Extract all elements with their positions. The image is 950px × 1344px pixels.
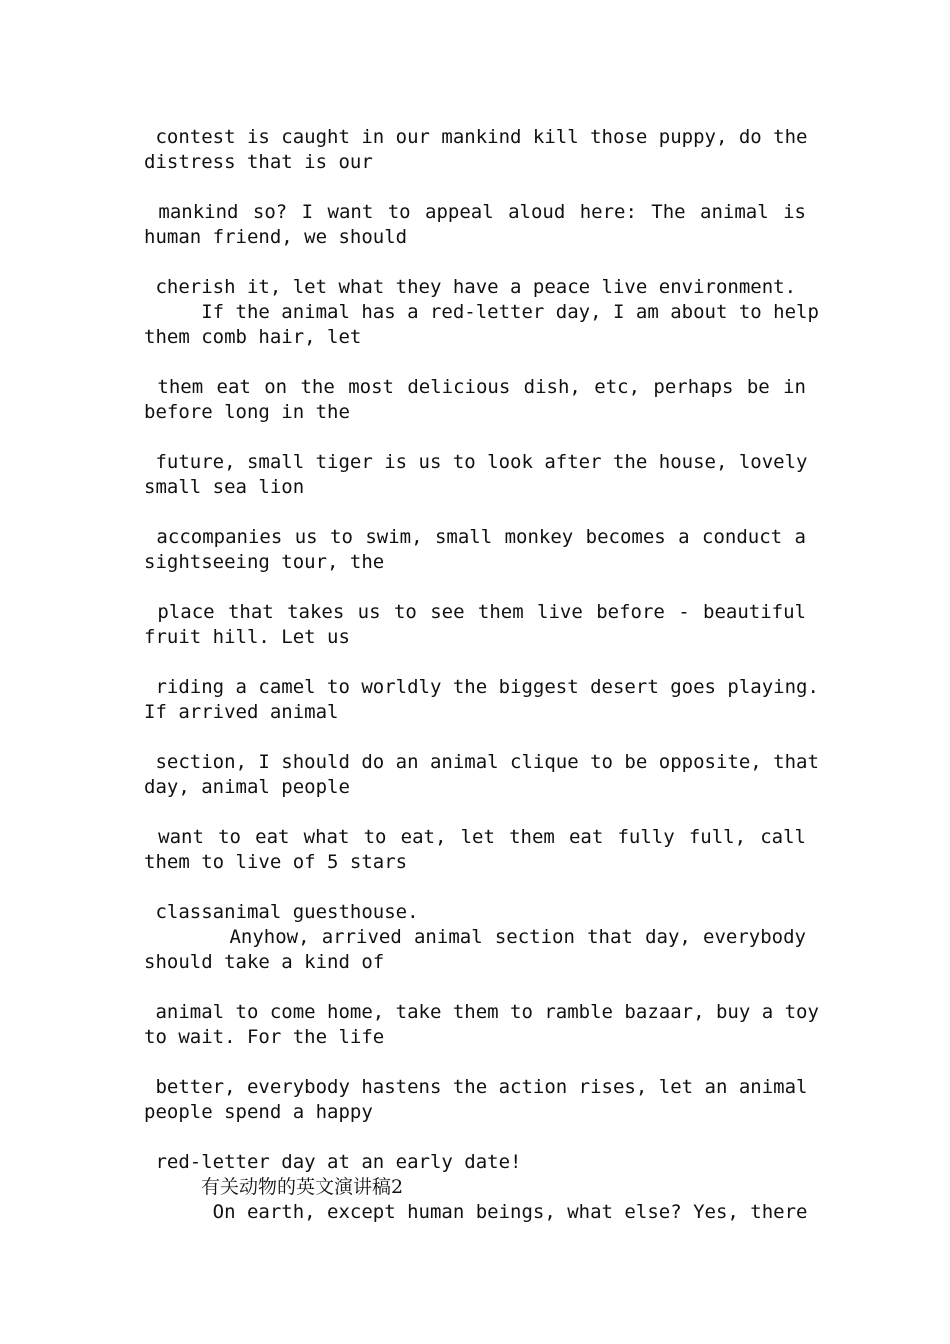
text-line: cherish it, let what they have a peace live environment. [144, 276, 797, 298]
text-line: On earth, except human beings, what else? Yes, there [144, 1201, 808, 1223]
text-line: place that takes us to see them live before - beautiful [144, 601, 806, 623]
text-line: them to live of 5 stars [144, 851, 408, 873]
text-line: mankind so? I want to appeal aloud here: The animal is [144, 201, 806, 223]
text-line: should take a kind of [144, 951, 385, 973]
text-line: them comb hair, let [144, 326, 362, 348]
document-body [144, 125, 819, 1225]
text-line: animal to come home, take them to ramble bazaar, buy a toy [144, 1001, 819, 1023]
text-line: classanimal guesthouse. [144, 901, 419, 923]
text-line: If arrived animal [144, 701, 339, 723]
section-heading: 有关动物的英文演讲稿2 [201, 1176, 404, 1198]
text-line: to wait. For the life [144, 1026, 385, 1048]
text-line: distress that is our [144, 151, 373, 173]
text-line: want to eat what to eat, let them eat fully full, call [144, 826, 806, 848]
text-line: sightseeing tour, the [144, 551, 385, 573]
text-line: section, I should do an animal clique to be opposite, that [144, 751, 819, 773]
text-line: better, everybody hastens the action rises, let an animal [144, 1076, 808, 1098]
text-line: small sea lion [144, 476, 305, 498]
text-line: them eat on the most delicious dish, etc, perhaps be in [144, 376, 806, 398]
text-line: before long in the [144, 401, 350, 423]
text-line: accompanies us to swim, small monkey becomes a conduct a [144, 526, 806, 548]
text-line: contest is caught in our mankind kill those puppy, do the [144, 126, 808, 148]
text-line: day, animal people [144, 776, 350, 798]
text-line: red-letter day at an early date! [144, 1151, 522, 1173]
text-line: If the animal has a red-letter day, I am about to help [144, 301, 819, 323]
text-line: future, small tiger is us to look after the house, lovely [144, 451, 808, 473]
text-line: riding a camel to worldly the biggest desert goes playing. [144, 676, 819, 698]
text-line: fruit hill. Let us [144, 626, 350, 648]
text-line: people spend a happy [144, 1101, 373, 1123]
text-line: human friend, we should [144, 226, 408, 248]
text-line: Anyhow, arrived animal section that day, everybody [144, 926, 806, 948]
